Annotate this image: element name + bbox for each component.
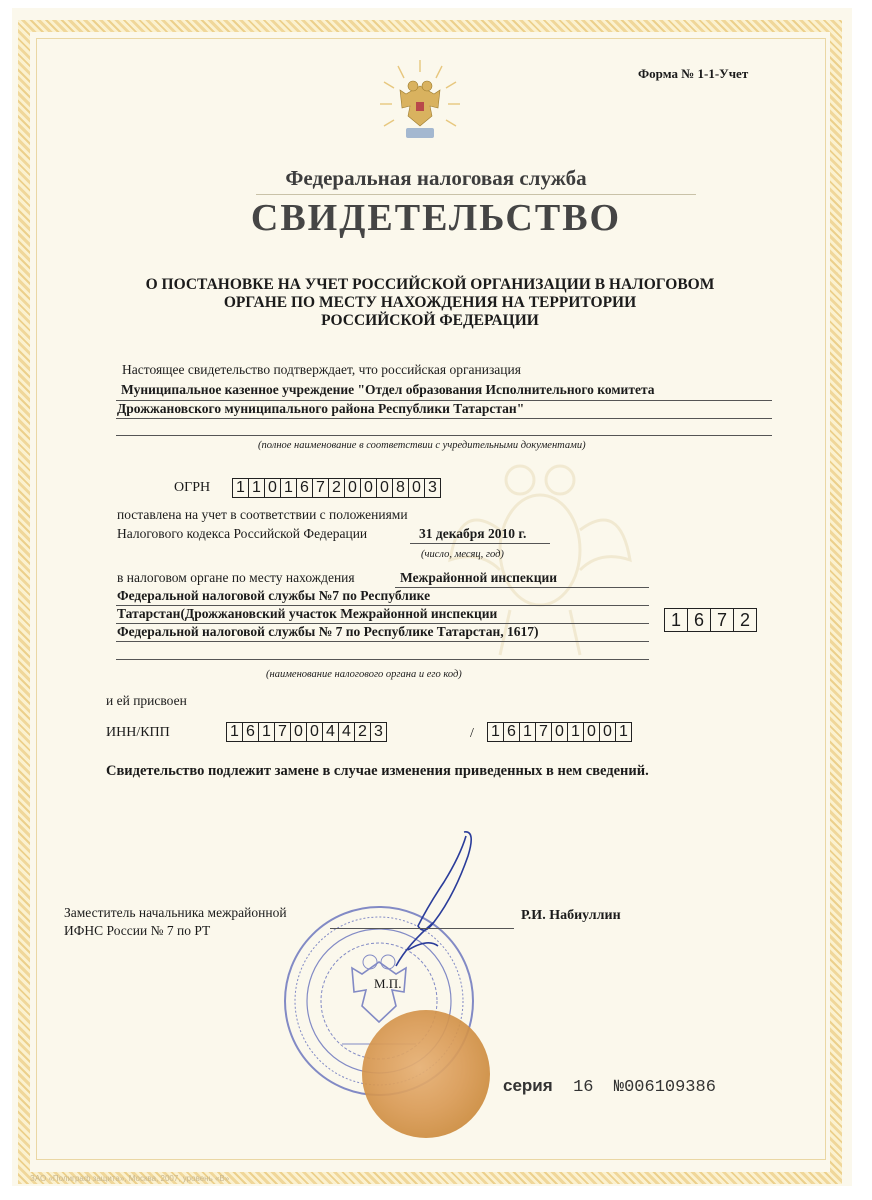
printer-note: ЗАО «Полиграф защита», Москва, 2007, уровень «В» <box>30 1174 230 1183</box>
kpp-digit: 1 <box>619 723 628 740</box>
inn-digit: 4 <box>339 723 355 741</box>
inn-kpp-separator: / <box>470 726 474 741</box>
underline <box>410 543 550 544</box>
agency-name: Федеральная налоговая служба <box>285 166 587 190</box>
intro-text: Настоящее свидетельство подтверждает, что российская организация <box>122 362 521 377</box>
inn-digit: 2 <box>355 723 371 741</box>
kpp-digit: 1 <box>520 723 536 741</box>
tax-office-intro: в налоговом органе по месту нахождения <box>117 570 355 585</box>
inn-digit: 3 <box>374 723 383 740</box>
kpp-digit-boxes <box>487 722 632 742</box>
registered-text: поставлена на учет в соответствии с положениями <box>117 507 408 522</box>
series-value: 16 <box>573 1078 594 1097</box>
inn-digit-boxes <box>226 722 387 742</box>
kpp-digit: 0 <box>584 723 600 741</box>
coat-of-arms-icon <box>376 56 464 148</box>
tax-office-code-digit: 7 <box>711 609 734 631</box>
document-subtitle <box>120 276 740 330</box>
underline <box>116 641 649 642</box>
kpp-digit: 7 <box>536 723 552 741</box>
signature-icon <box>368 826 488 976</box>
inn-digit: 4 <box>323 723 339 741</box>
series-number <box>503 1076 716 1097</box>
signatory-name: Р.И. Набиуллин <box>521 908 621 923</box>
kpp-digit: 0 <box>552 723 568 741</box>
organization-name-line: Муниципальное казенное учреждение "Отдел образования Исполнительного комитета <box>121 382 655 397</box>
subtitle-line: О ПОСТАНОВКЕ НА УЧЕТ РОССИЙСКОЙ ОРГАНИЗАЦИИ В НАЛОГОВОМ <box>145 276 715 293</box>
inn-digit: 0 <box>307 723 323 741</box>
number-sign: № <box>613 1078 625 1097</box>
ogrn-digit: 6 <box>297 479 313 497</box>
ogrn-digit: 2 <box>329 479 345 497</box>
stamp-place-label: М.П. <box>374 976 402 991</box>
underline <box>395 587 649 588</box>
gold-seal <box>362 1010 490 1138</box>
kpp-digit: 1 <box>488 723 504 741</box>
ogrn-digit: 1 <box>233 479 249 497</box>
kpp-digit: 0 <box>600 723 616 741</box>
tax-office-code-digit: 2 <box>739 610 750 630</box>
registration-date: 31 декабря 2010 г. <box>419 526 527 541</box>
series-label: серия <box>503 1076 553 1095</box>
ogrn-digit: 1 <box>249 479 265 497</box>
tax-office-code-digit: 6 <box>688 609 711 631</box>
underline <box>116 418 772 419</box>
ogrn-digit: 0 <box>409 479 425 497</box>
tax-office-line: Федеральной налоговой службы №7 по Республике <box>117 588 431 603</box>
inn-kpp-label: ИНН/КПП <box>106 725 170 740</box>
tax-office-line: Татарстан(Дрожжановский участок Межрайонной инспекции <box>117 606 498 621</box>
kpp-digit: 6 <box>504 723 520 741</box>
divider <box>256 194 696 195</box>
date-caption: (число, месяц, год) <box>421 549 504 560</box>
underline <box>116 659 649 660</box>
underline <box>116 435 772 436</box>
subtitle-line: ОРГАНЕ ПО МЕСТУ НАХОЖДЕНИЯ НА ТЕРРИТОРИИ <box>223 294 637 311</box>
signatory-title: ИФНС России № 7 по РТ <box>64 923 211 938</box>
inn-digit: 1 <box>259 723 275 741</box>
organization-name-line: Дрожжановского муниципального района Республики Татарстан" <box>117 401 525 416</box>
inn-digit: 7 <box>275 723 291 741</box>
tax-office-code-boxes <box>664 608 757 632</box>
ogrn-digit: 0 <box>265 479 281 497</box>
inn-digit: 1 <box>227 723 243 741</box>
ogrn-digit: 0 <box>361 479 377 497</box>
number-value: 006109386 <box>624 1078 716 1097</box>
tax-office-line: Межрайонной инспекции <box>400 570 558 585</box>
document-title: СВИДЕТЕЛЬСТВО <box>250 197 622 239</box>
ogrn-digit: 0 <box>345 479 361 497</box>
subtitle-line: РОССИЙСКОЙ ФЕДЕРАЦИИ <box>321 312 539 329</box>
tax-office-caption: (наименование налогового органа и его код) <box>266 669 462 680</box>
inn-digit: 0 <box>291 723 307 741</box>
ogrn-digit: 8 <box>393 479 409 497</box>
tax-office-line: Федеральной налоговой службы № 7 по Республике Татарстан, 1617) <box>117 624 539 639</box>
ogrn-digit: 3 <box>428 479 437 496</box>
tax-office-code-digit: 1 <box>665 609 688 631</box>
signature-line <box>330 928 514 929</box>
form-number: Форма № 1-1-Учет <box>638 66 749 81</box>
replacement-notice: Свидетельство подлежит замене в случае изменения приведенных в нем сведений. <box>106 763 649 779</box>
inn-digit: 6 <box>243 723 259 741</box>
ogrn-digit: 1 <box>281 479 297 497</box>
kpp-digit: 1 <box>568 723 584 741</box>
ogrn-digit: 0 <box>377 479 393 497</box>
registered-text: Налогового кодекса Российской Федерации <box>117 526 368 541</box>
ogrn-label: ОГРН <box>174 480 211 495</box>
ogrn-digit: 7 <box>313 479 329 497</box>
signatory-title: Заместитель начальника межрайонной <box>64 905 287 920</box>
assigned-label: и ей присвоен <box>106 693 187 708</box>
ogrn-digit-boxes <box>232 478 441 498</box>
organization-caption: (полное наименование в соответствии с учредительными документами) <box>258 440 586 451</box>
